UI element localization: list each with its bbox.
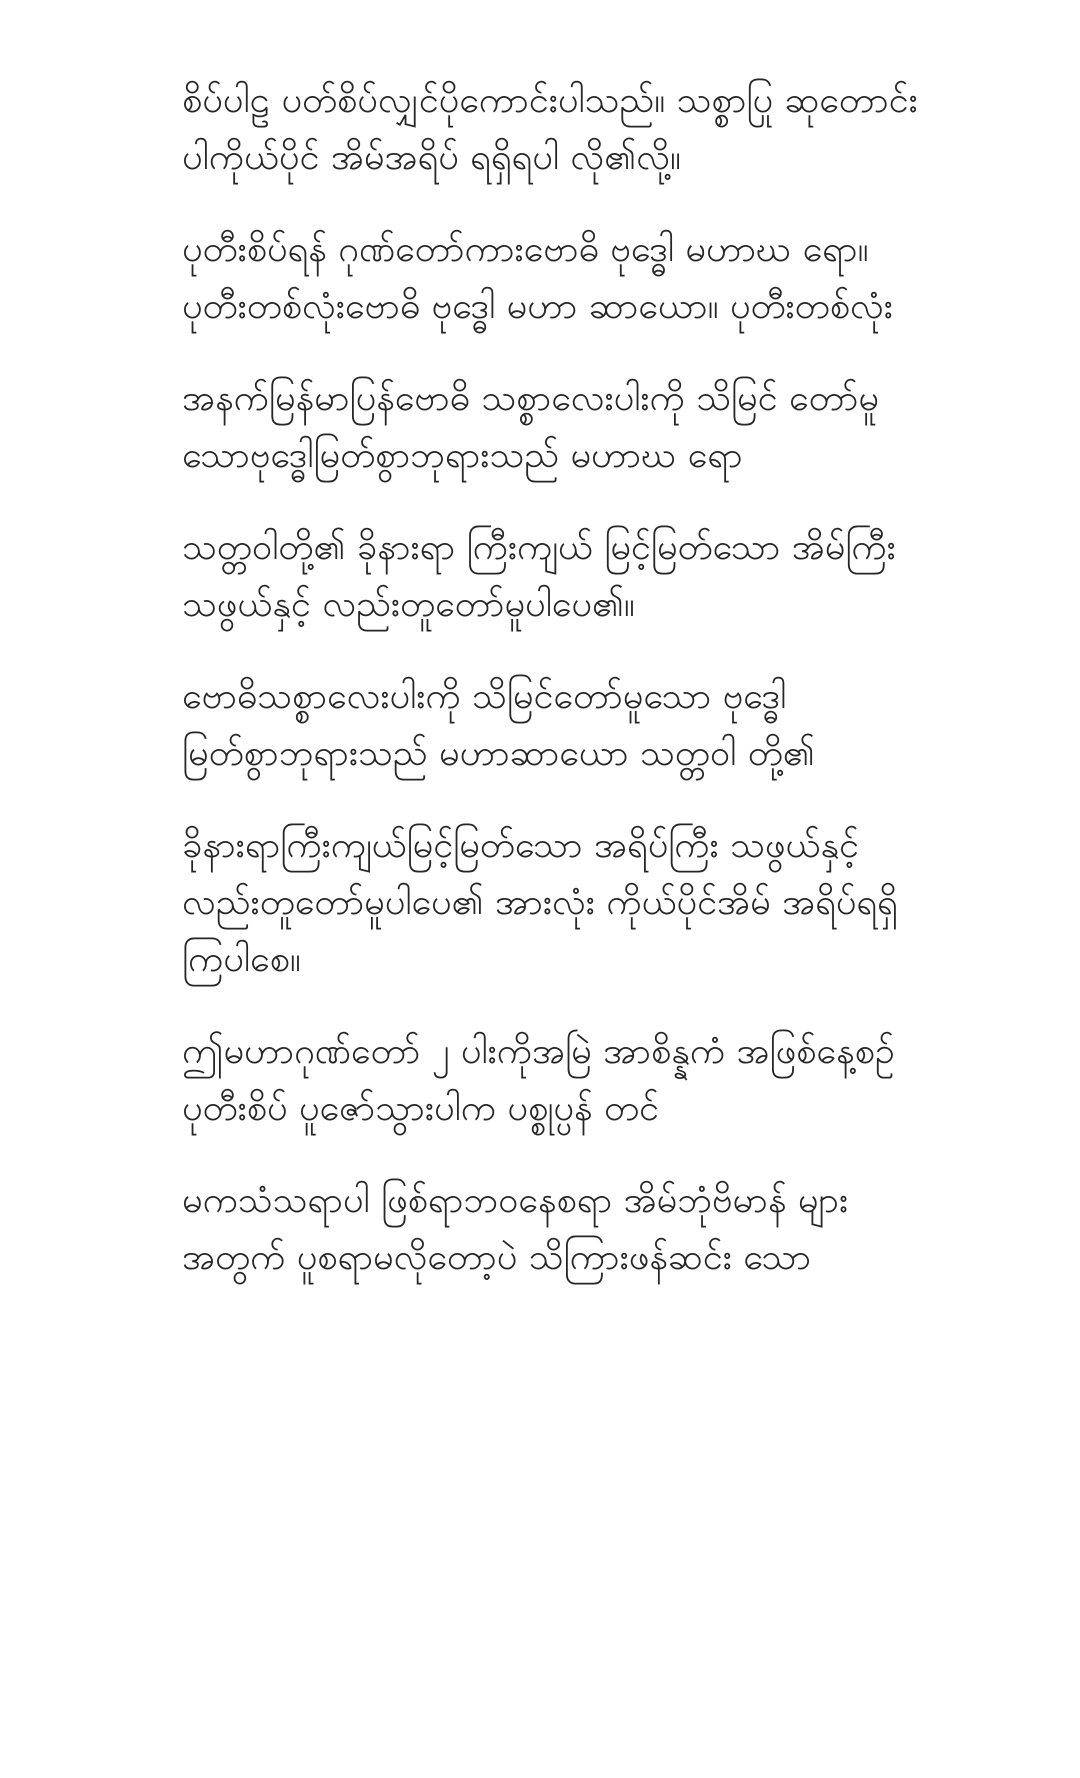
paragraph-1: စိပ်ပါဠ ပတ်စိပ်လျှင်ပိုကောင်းပါသည်။ သစ္စာပြု ဆုတောင်းပါကိုယ်ပိုင် အိမ်အရိပ် ရရှိရပါ လို၏လို့။ [182,80,918,178]
paragraph-8: မကသံသရာပါ ဖြစ်ရာဘဝနေစရာ အိမ်ဘုံဗိမာန် များ အတွက် ပူစရာမလိုတော့ပဲ သိကြားဖန်ဆင်း သော [182,1180,849,1278]
paragraph-6: ခိုနားရာကြီးကျယ်မြင့်မြတ်သော အရိပ်ကြီး သဖွယ်နှင့်လည်းတူတော်မူပါပေ၏ အားလုံး ကိုယ်ပိုင်အိမ် အရိပ်ရရှိကြပါစေ။ [182,825,898,980]
text-body [182,72,922,1321]
paragraph-3: အနက်မြန်မာပြန်ဗောဓိ သစ္စာလေးပါးကို သိမြင် တော်မူသောဗုဒ္ဓေါမြတ်စွာဘုရားသည် မဟာဃ ရော [182,378,879,476]
paragraph-2: ပုတီးစိပ်ရန် ဂုဏ်တော်ကားဗောဓိ ဗုဒ္ဓေါ မဟာဃ ရော။ ပုတီးတစ်လုံးဗောဓိ ဗုဒ္ဓေါ မဟာ ဆာယော။ ပုတီးတစ်လုံး [182,229,893,327]
paragraph-5: ဗောဓိသစ္စာလေးပါးကို သိမြင်တော်မူသော ဗုဒ္ဓေါ မြတ်စွာဘုရားသည် မဟာဆာယော သတ္တဝါ တို့၏ [182,676,815,774]
paragraph-7: ဤမဟာဂုဏ်တော် ၂ ပါးကိုအမြဲ အာစိန္နကံ အဖြစ်နေ့စဉ် ပုတီးစိပ် ပူဇော်သွားပါက ပစ္စုပ္ပန် တင် [182,1031,895,1129]
paragraph-4: သတ္တဝါတို့၏ ခိုနားရာ ကြီးကျယ် မြင့်မြတ်သော အိမ်ကြီးသဖွယ်နှင့် လည်းတူတော်မူပါပေ၏။ [182,527,896,625]
